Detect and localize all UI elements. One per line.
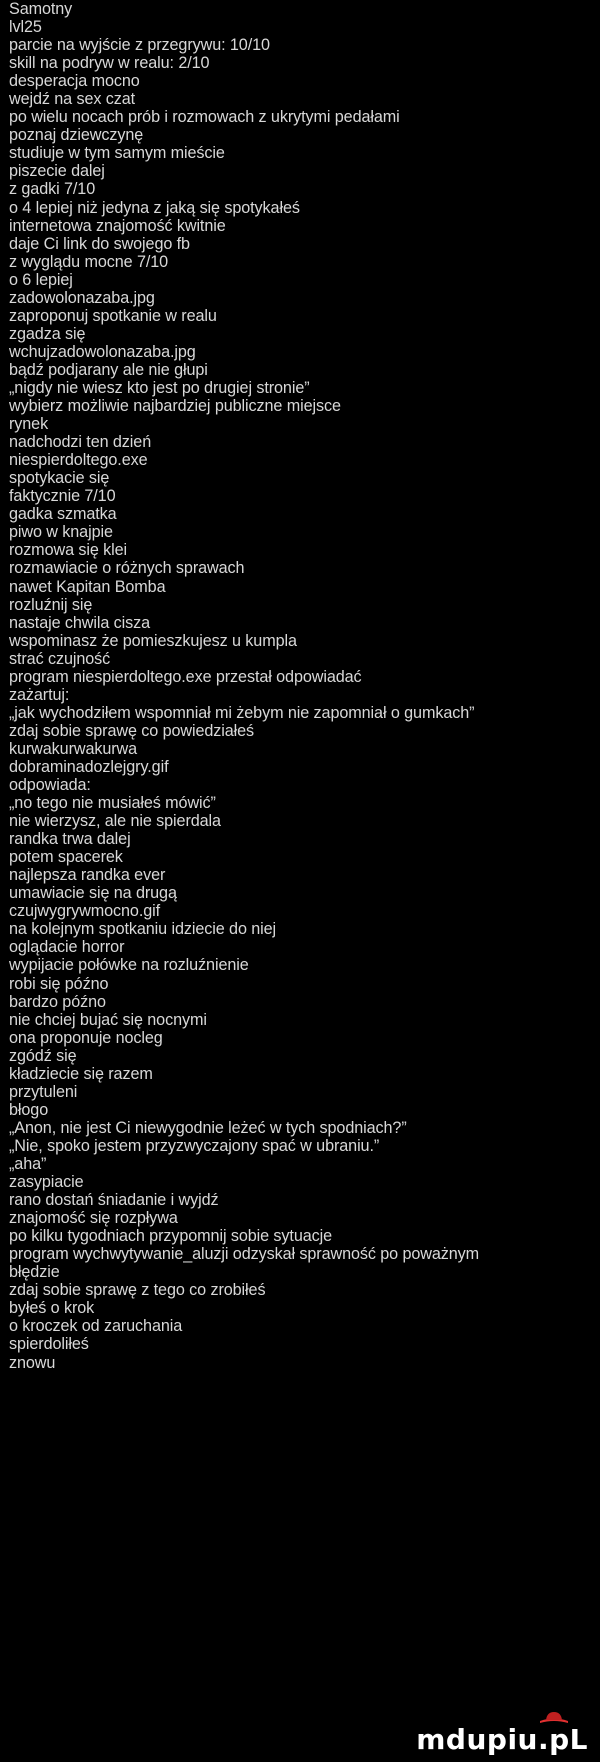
story-line: byłeś o krok [9,1299,95,1318]
story-line: nie wierzysz, ale nie spierdala [9,812,221,831]
story-line: wchujzadowolonazaba.jpg [9,342,196,361]
story-line: piszecie dalej [9,162,105,181]
story-line: gadka szmatka [9,505,117,524]
story-line: zaproponuj spotkanie w realu [9,306,217,325]
story-line: desperacja mocno [9,72,140,91]
story-line: zdaj sobie sprawę co powiedziałeś [9,721,255,740]
story-line: o 4 lepiej niż jedyna z jaką się spotykałeś [9,198,300,217]
story-line: rynek [9,415,49,434]
story-line: zasypiacie [9,1173,84,1192]
story-line: kurwakurwakurwa [9,739,138,758]
story-line: błogo [9,1100,49,1119]
story-line: nawet Kapitan Bomba [9,577,166,596]
story-line: studiuje w tym samym mieście [9,144,225,163]
story-line: rozmawiacie o różnych sprawach [9,559,245,578]
story-line: rano dostań śniadanie i wyjdź [9,1191,219,1210]
story-line: spotykacie się [9,469,110,488]
story-line: na kolejnym spotkaniu idziecie do niej [9,920,277,939]
story-line: oglądacie horror [9,938,125,957]
story-line: program wychwytywanie_aluzji odzyskał sprawność po poważnym [9,1245,480,1264]
story-line: Samotny [9,0,73,18]
story-line: spierdoliłeś [9,1335,89,1354]
story-line: z wyglądu mocne 7/10 [9,252,169,271]
story-line: o 6 lepiej [9,270,73,289]
story-line: „no tego nie musiałeś mówić” [9,794,216,813]
hat-icon [538,1710,570,1724]
story-line: rozluźnij się [9,595,93,614]
story-line: dobraminadozlejgry.gif [9,757,169,776]
story-line: „jak wychodziłem wspomniał mi żebym nie zapomniał o gumkach” [9,703,475,722]
story-line: nie chciej bujać się nocnymi [9,1010,207,1029]
story-line: wspominasz że pomieszkujesz u kumpla [9,631,297,650]
story-line: o kroczek od zaruchania [9,1317,183,1336]
story-line: program niespierdoltego.exe przestał odpowiadać [9,667,362,686]
story-line: po kilku tygodniach przypomnij sobie sytuacje [9,1227,333,1246]
story-line: błędzie [9,1263,60,1282]
story-line: nastaje chwila cisza [9,613,151,632]
story-line: odpowiada: [9,776,91,795]
greentext-story [9,0,594,1372]
story-line: przytuleni [9,1082,78,1101]
story-line: kładziecie się razem [9,1064,153,1083]
story-line: potem spacerek [9,848,123,867]
story-line: zażartuj: [9,685,70,704]
story-line: bądź podjarany ale nie głupi [9,360,208,379]
story-line: znajomość się rozpływa [9,1209,178,1228]
story-line: parcie na wyjście z przegrywu: 10/10 [9,36,270,55]
story-line: zadowolonazaba.jpg [9,288,155,307]
story-line: faktycznie 7/10 [9,487,116,506]
story-line: najlepsza randka ever [9,866,166,885]
story-line: bardzo późno [9,992,106,1011]
watermark-logo: mdupiu.pL [416,1723,588,1756]
story-line: strać czujność [9,649,111,668]
story-line: wypijacie połówke na rozluźnienie [9,956,249,975]
story-line: internetowa znajomość kwitnie [9,216,226,235]
story-line: rozmowa się klei [9,541,128,560]
story-line: „Nie, spoko jestem przyzwyczajony spać w ubraniu.” [9,1136,380,1155]
story-line: piwo w knajpie [9,523,113,542]
story-line: ona proponuje nocleg [9,1028,163,1047]
story-line: zgódź się [9,1046,77,1065]
story-line: znowu [9,1353,56,1372]
story-line: daje Ci link do swojego fb [9,234,190,253]
story-line: czujwygrywmocno.gif [9,902,161,921]
story-line: wejdź na sex czat [9,90,136,109]
story-line: lvl25 [9,18,42,37]
story-line: nadchodzi ten dzień [9,433,152,452]
story-line: zdaj sobie sprawę z tego co zrobiłeś [9,1281,266,1300]
story-line: „aha” [9,1155,47,1173]
story-line: wybierz możliwie najbardziej publiczne miejsce [9,397,341,416]
story-line: zgadza się [9,324,86,343]
story-line: robi się późno [9,974,109,993]
story-line: niespierdoltego.exe [9,451,148,470]
story-line: poznaj dziewczynę [9,126,144,145]
story-line: skill na podryw w realu: 2/10 [9,54,210,73]
story-line: randka trwa dalej [9,830,131,849]
story-line: z gadki 7/10 [9,180,96,199]
story-line: umawiacie się na drugą [9,884,177,903]
story-line: po wielu nocach prób i rozmowach z ukrytymi pedałami [9,108,400,127]
story-line: „Anon, nie jest Ci niewygodnie leżeć w tych spodniach?” [9,1118,407,1137]
story-line: „nigdy nie wiesz kto jest po drugiej stronie” [9,378,310,397]
